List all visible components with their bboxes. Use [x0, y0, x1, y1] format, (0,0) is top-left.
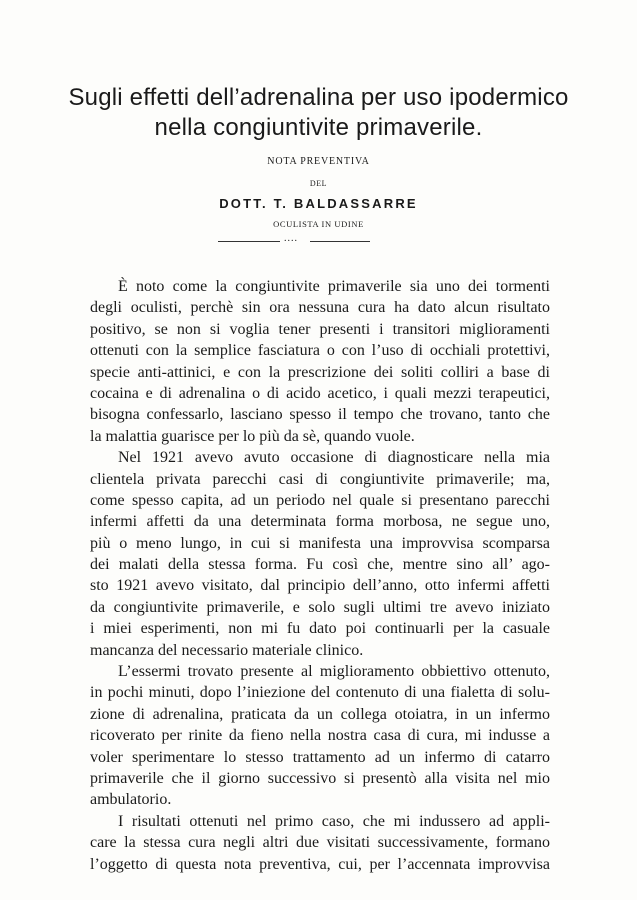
- body-line: positivo, se non si voglia tener presenti i transitori miglioramenti: [90, 320, 550, 338]
- ornamental-divider: [218, 233, 370, 244]
- body-line: I risultati ottenuti nel primo caso, che mi indussero ad appli-: [118, 812, 550, 830]
- body-line: come spesso capita, ad un periodo nel quale si presentano parecchi: [90, 491, 550, 509]
- body-line: la malattia guarisce per lo più da sè, quando vuole.: [90, 427, 415, 445]
- body-line: degli oculisti, perchè sin ora nessuna cura ha dato alcun risultato: [90, 299, 550, 317]
- body-line: ambulatorio.: [90, 791, 172, 809]
- body-line: cocaina e di adrenalina o di acido acetico, i quali mezzi terapeutici,: [90, 384, 550, 402]
- body-line: da congiuntivite primaverile, e solo sugli ultimi tre avevo iniziato: [90, 598, 550, 616]
- body-line: infermi affetti da una determinata forma morbosa, ne segue uno,: [90, 513, 550, 531]
- note-type-label: NOTA PREVENTIVA: [267, 156, 370, 167]
- divider-line-right: [310, 241, 370, 242]
- body-line: sto 1921 avevo visitato, dal principio dell’anno, otto infermi affetti: [90, 577, 550, 595]
- article-body: [90, 276, 550, 875]
- body-line: più o meno lungo, in cui si manifesta una improvvisa scomparsa: [90, 534, 550, 552]
- body-line: specie anti-attinici, e con la prescrizione dei soliti colliri a base di: [90, 363, 550, 381]
- body-line: bisogna confessarlo, lasciano spesso il tempo che trovano, tanto che: [90, 406, 550, 424]
- body-line: primaverile che il giorno successivo si presentò alla visita nel mio: [90, 769, 550, 787]
- author-name: DOTT. T. BALDASSARRE: [219, 196, 418, 211]
- body-line: i miei esperimenti, non mi fu dato poi continuarli per la casuale: [90, 620, 550, 638]
- divider-line-left: [218, 241, 280, 242]
- body-line: voler sperimentare lo stesso trattamento ad un infermo di catarro: [90, 748, 550, 766]
- body-line: ricoverato per rinite da fieno nella nostra casa di cura, mi indusse a: [90, 727, 550, 745]
- body-line: in pochi minuti, dopo l’iniezione del contenuto di una fialetta di solu-: [90, 684, 550, 702]
- body-line: care la stessa cura negli altri due visitati successivamente, formano: [90, 834, 550, 852]
- author-affiliation: OCULISTA IN UDINE: [273, 219, 364, 229]
- body-line: Nel 1921 avevo avuto occasione di diagnosticare nella mia: [118, 449, 550, 467]
- body-line: ottenuti con la semplice fasciatura o con l’uso di occhiali protettivi,: [90, 342, 550, 360]
- body-line: zione di adrenalina, praticata da un collega otoiatra, in un infermo: [90, 705, 550, 723]
- body-line: l’oggetto di questa nota preventiva, cui, per l’accennata improvvisa: [90, 855, 550, 873]
- divider-dots: ....: [284, 233, 298, 244]
- body-line: mancanza del necessario materiale clinico.: [90, 641, 364, 659]
- body-line: L’essermi trovato presente al miglioramento obbiettivo ottenuto,: [118, 663, 550, 681]
- body-line: clientela privata parecchi casi di congiuntivite primaverile; ma,: [90, 470, 550, 488]
- body-line: dei malati della stessa forma. Fu così che, mentre sino all’ ago-: [90, 556, 550, 574]
- body-line: È noto come la congiuntivite primaverile sia uno dei tormenti: [118, 278, 550, 295]
- article-title-line-1: Sugli effetti dell’adrenalina per uso ipodermico: [68, 84, 569, 111]
- by-label: DEL: [309, 179, 328, 188]
- article-title-line-2: nella congiuntivite primaverile.: [154, 114, 483, 141]
